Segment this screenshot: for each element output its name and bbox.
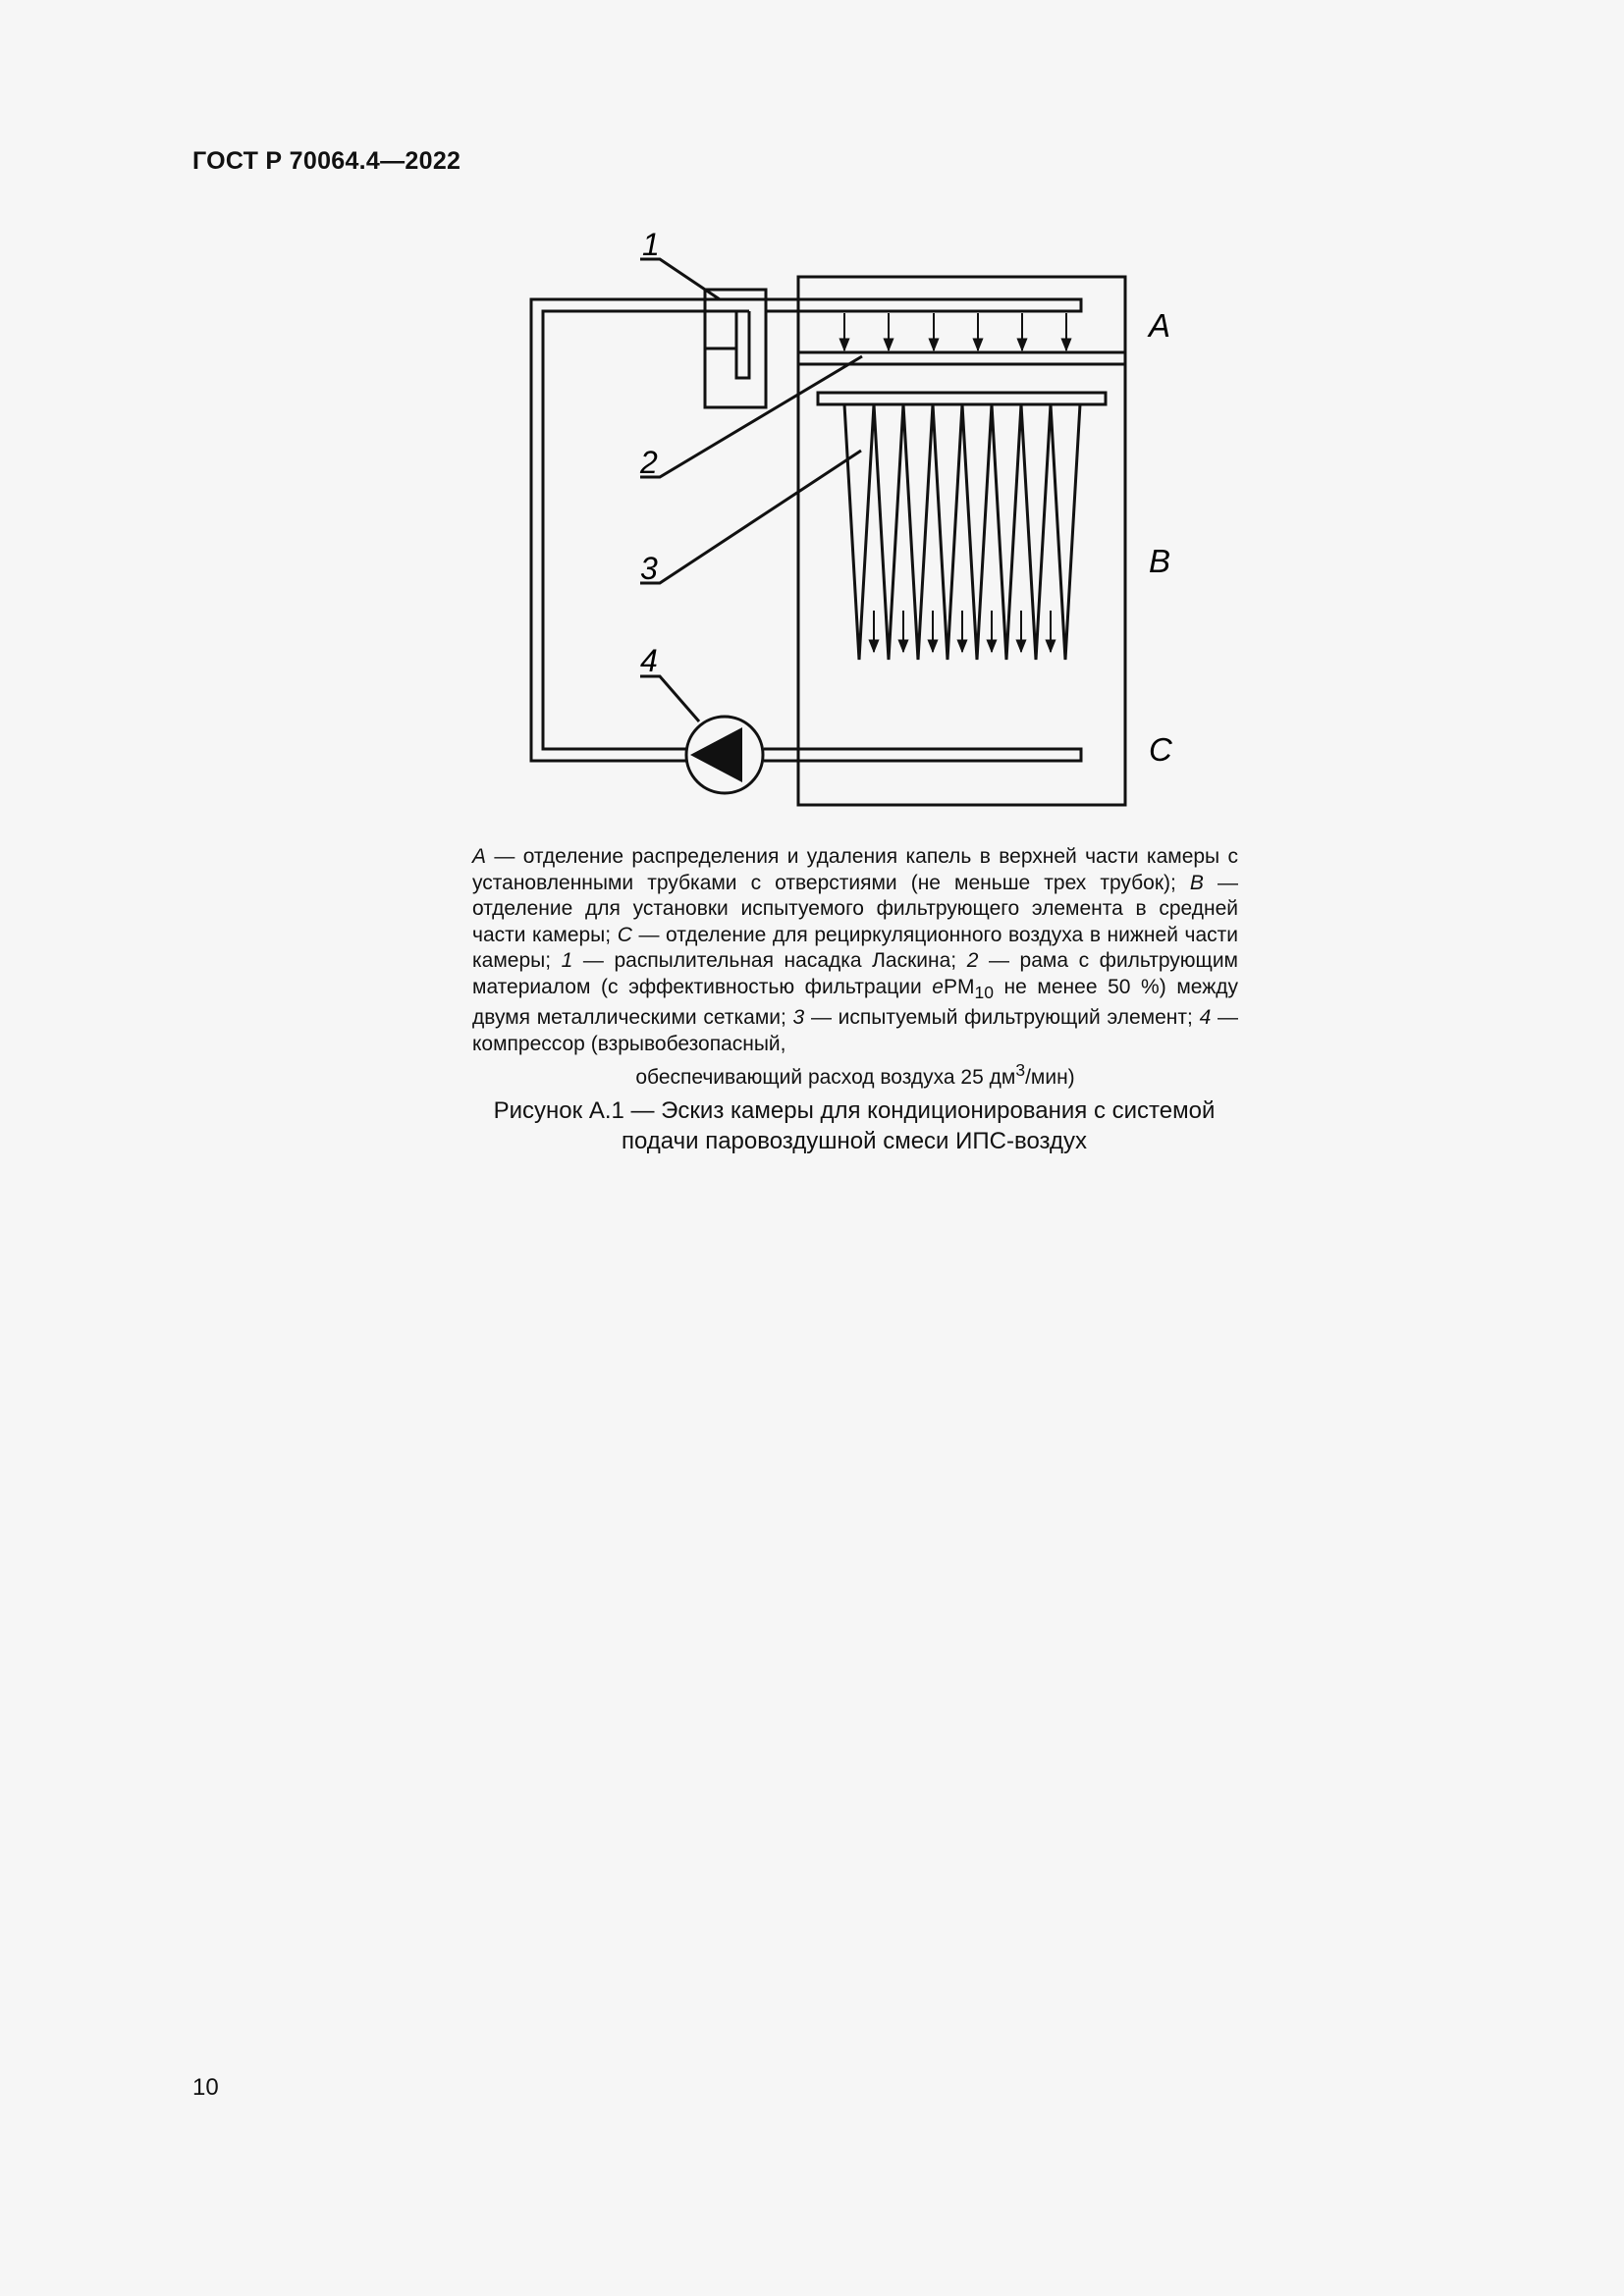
legend-key-a: A (472, 845, 487, 868)
caption-line-2: подачи паровоздушной смеси ИПС-воздух (621, 1128, 1087, 1154)
legend-text-4: — компрессор (взрывобезопасный, (472, 1006, 1238, 1055)
compressor-triangle (690, 727, 742, 782)
legend-text-3: — испытуемый фильтрующий элемент; (804, 1006, 1200, 1030)
legend-key-b: B (1189, 871, 1204, 894)
leader-2 (640, 356, 862, 477)
legend-text-c: — отделение для рециркуляционного воздуха в нижней части камеры; (472, 923, 1238, 972)
legend-key-1: 1 (561, 949, 573, 972)
return-pipe (764, 749, 1081, 761)
epm-subscript: 10 (974, 982, 994, 1002)
figure-legend (472, 844, 1238, 1092)
recirculation-pipe-inner (543, 311, 749, 749)
label-1: 1 (642, 227, 660, 262)
legend-superscript: 3 (1015, 1060, 1026, 1081)
label-section-b: B (1149, 543, 1171, 579)
label-2: 2 (640, 445, 658, 480)
legend-key-2: 2 (966, 949, 979, 972)
label-section-a: A (1149, 307, 1171, 344)
leader-4 (640, 676, 699, 721)
page-number: 10 (192, 2074, 219, 2101)
document-header: ГОСТ Р 70064.4—2022 (192, 147, 461, 175)
legend-text-b: — отделение для установки испытуемого фильтрующего элемента в средней части камеры; (472, 871, 1238, 946)
legend-text-1: — распылительная насадка Ласкина; (572, 949, 967, 972)
legend-last-line: обеспечивающий расход воздуха 25 дм (635, 1066, 1016, 1090)
figure-caption (432, 1095, 1276, 1156)
legend-text-2: — рама с фильтрующим материалом (с эффективностью фильтрации (472, 949, 1238, 998)
chamber-diagram (0, 0, 1624, 883)
nozzle-inner-tube (736, 311, 749, 378)
caption-line-1: Рисунок А.1 — Эскиз камеры для кондиционирования с системой (493, 1097, 1216, 1124)
leader-1 (640, 259, 720, 299)
legend-key-c: C (617, 923, 632, 946)
epm-e: e (932, 975, 944, 998)
label-4: 4 (640, 643, 658, 678)
legend-text-2-end: не менее 50 %) между двумя металлическими сетками; (472, 975, 1238, 1030)
legend-key-3: 3 (792, 1006, 805, 1030)
label-section-c: C (1149, 731, 1172, 768)
legend-last-end: /мин) (1025, 1066, 1075, 1090)
legend-key-4: 4 (1199, 1006, 1212, 1030)
chamber-box (798, 277, 1125, 805)
label-3: 3 (640, 551, 658, 586)
filter-frame (818, 393, 1106, 404)
recirculation-pipe (531, 299, 749, 761)
legend-text-a: — отделение распределения и удаления капель в верхней части камеры с установленными трубками с отверстиями (не меньше трех трубок); (472, 845, 1238, 894)
epm-pm: PM (943, 975, 975, 998)
